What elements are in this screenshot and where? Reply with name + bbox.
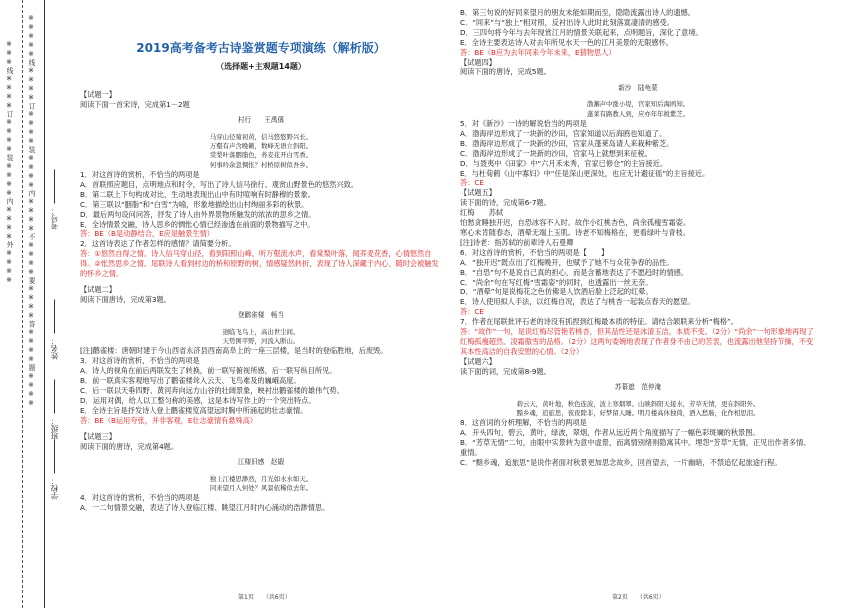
option: A．渤海岸边形成了一块新的沙田，官家知道以后海鸥也知道了。 (460, 128, 667, 138)
answer: 答：“故作”一句，是说红梅尽管艳若桃杏，但其品性还是冰清玉洁，本质不变。（2分）“尚余”一句形象地再现了红梅孤瘦超然、凌霜傲雪的品格。（2分）这两句委婉地表现了作者身不由己的苦衷，也流露出他坚持节操，不变其本性高洁的自我安慰的心情。（2分） (460, 327, 814, 356)
question-stem: 3．对这首诗的赏析，不恰当的两项是 (80, 356, 200, 366)
section-tag: 【试题三】 (80, 431, 116, 441)
option: C．第三联以“胭脂”和“白雪”为喻，形象地描绘出山村绚丽多彩的秋景。 (80, 199, 309, 209)
option: A．诗人的视角在前后两联发生了转换，前一联写俯视所感，后一联写纵目所见。 (80, 366, 337, 376)
option: D．最后两句设问问答，抒发了诗人由外界景物所触发的浓浓的思乡之情。 (80, 209, 316, 219)
section-intro: 阅读下面的唐诗，完成第4题。 (80, 441, 179, 451)
answer: 答：CE (460, 307, 484, 317)
note: [注]诗老：指苏轼的前辈诗人石曼卿 (460, 237, 574, 247)
option: D．三四句将今年与去年现赏江月的情景关联起来，点明题旨，深化了意境。 (460, 27, 703, 37)
section-tag: 【试题四】 (460, 57, 496, 67)
poem-line: 独上江楼思渺然，月光如水水如天。 (209, 474, 313, 483)
field-exam-number: 考号： (49, 170, 60, 230)
section-intro: 读下面的词，完成第8-9题。 (460, 366, 551, 376)
option: E．全诗主要表达诗人对去年所见水天一色的江月美景的无限感怀。 (460, 37, 673, 47)
note: [注]鹳雀楼：唐朝时建于今山西省永济县西南高阜上的一座三层楼，是当时的登临胜地，后废毁。 (80, 346, 388, 356)
section-intro: 阅读下面的唐诗，完成5题。 (460, 67, 551, 77)
option: B．第二联上下句构成对比，生动地表现出山中有时喧响有时静穆的景象。 (80, 189, 315, 199)
question-stem: 2．这首诗表达了作者怎样的感情？请简要分析。 (80, 239, 236, 249)
answer: 答：①悠然自得之情。诗人信马穿山径，看到阳照山峰，听万壑流水声，看棠梨叶落，闻荞麦花香，心情悠然自得。②怅然思乡之情。尾联诗人看到村边的桥和原野的树，情感疑然转折，表现了诗人深藏于内心、随时会被触发的怀乡之情。 (80, 249, 439, 279)
option: E．诗人使用拟人手法，以红梅自况，表达了与桃杏一起装点春天的愿望。 (460, 297, 695, 307)
poem-line: 天势围平野，河流入断山。 (222, 337, 300, 346)
question-stem: 5．对《新沙》一诗的解说恰当的两项是 (460, 119, 587, 129)
option: E．全诗情景交融，诗人思乡的惆怅心情已经渗透在前面的景物描写之中。 (80, 219, 315, 229)
page-number-left: 第1页 （共6页） (238, 594, 291, 601)
poem-body (80, 133, 442, 170)
poem-line: 怕愁贪睡独开迟，自恐冰容不入时。故作小红桃杏色，尚余孤瘦雪霜姿。 (460, 218, 691, 228)
poem-title: 新沙 陆龟蒙 (618, 83, 658, 92)
left-column (80, 18, 442, 513)
answer: 答：BE（B是动静结合，E应是触景生情） (80, 229, 214, 239)
option: B．“自恐”句不是说自己真的担心，而是含蓄地表达了不愿趋时的情感。 (460, 267, 689, 277)
option: E．全诗主旨是抒发诗人登上鹳雀楼览高望远时胸中所涌起的壮志豪情。 (80, 405, 308, 415)
question-stem: 4．对这首诗的赏析，不恰当的两项是 (80, 493, 200, 503)
answer: 答：CE (460, 178, 484, 188)
answer: 答：BE（B运用夸张，并非客观，E壮志豪情有悬殊高） (80, 415, 258, 425)
option: E．与杜荀鹤《山中寡妇》中“任是深山更深处，也应无计避征徭”的主旨接近。 (460, 168, 710, 178)
option: B．“芳草无情”二句，由眼中实景转为意中虚景，而离情别绪则隐寓其中。埋怨“芳草”无情，正见出作者多情、重情。 (460, 438, 811, 457)
option: C．“同来”与“独上”相对照，反衬出诗人此时此刻落寞凄清的感受。 (460, 17, 674, 27)
option: A．一二句情景交融，表达了诗人登临江楼、眺望江月时内心涌动的浩渺情思。 (80, 503, 330, 513)
binding-margin (0, 0, 72, 608)
field-name: 姓名： (49, 300, 60, 360)
option: A．首联照应题目，点明地点和时令，写出了诗人信马徐行、观赏山野景色的悠然兴致。 (80, 179, 359, 189)
poem-line: 同来望月人何处？风景依稀似去年。 (209, 483, 313, 492)
option: A．开头四句，碧云，黄叶，绿波，翠烟，作者从远近两个角度描写了一幅色彩斑斓的秋景图。 (460, 428, 760, 438)
option: A．“独开迟”既点出了红梅晚开，也赋予了她不与众花争春的品性。 (460, 257, 674, 267)
poem-title: 村行 王禹偁 (237, 116, 285, 125)
question-stem: 6．对这首诗的赏析，不恰当的两项是【 】 (460, 247, 609, 257)
option: C．渤海岸边形成了一块新的沙田，官家马上就想到来征税。 (460, 148, 652, 158)
cut-line-outer (22, 0, 23, 608)
section-tag: 【试题二】 (80, 284, 116, 294)
poem-title: 红梅 苏轼 (460, 208, 504, 218)
option: D．与聂夷中《田家》中“六月禾未秀，官家已修仓”的主旨接近。 (460, 158, 668, 168)
option: C．“黯乡魂，追旅思”是说作者面对秋景更加思念故乡，回首望去，一片幽暗，不禁追忆起旅途行程。 (460, 457, 782, 467)
field-class: 班级： (49, 380, 60, 440)
section-tag: 【试题五】 (460, 188, 496, 198)
cut-line-inner (44, 0, 45, 608)
inner-margin-label: ※※※线※※※※订※※※※装※※※※内※※※※外※※※※ (5, 40, 13, 285)
question-stem: 7．作者在尾联批评石老的诗没有抓捏到红梅最本质的特征。请结合颔联来分析“梅格”。 (460, 317, 738, 327)
section-tag: 【试题六】 (460, 356, 496, 366)
option: B．渤海岸边形成了一块新的沙田，官家从蓬莱岛请人来栽种紫芝。 (460, 138, 674, 148)
option: B．前一联真实客观地写出了鹳雀楼耸入云天、飞鸟难及的巍峨高度。 (80, 376, 301, 386)
option: D．运用对偶，给人以工整匀称的美感，这是本诗写作上的一个突出特点。 (80, 396, 316, 405)
page-subtitle: （选择题+主观题14题） (216, 62, 306, 71)
question-stem: 1．对这首诗的赏析，不恰当的两项是 (80, 170, 200, 179)
section-intro: 读下面的诗，完成第6-7题。 (460, 198, 551, 208)
poem-body (80, 328, 442, 347)
poem-title: 江楼旧感 赵嘏 (237, 458, 285, 467)
poem-body (460, 400, 816, 419)
poem-line: 棠梨叶落胭脂色，荞麦花开白雪香。 (209, 151, 313, 160)
poem-title: 苏幕遮 范仲淹 (614, 383, 662, 392)
poem-line: 马穿山径菊初黄，信马悠悠野兴长。 (209, 132, 313, 141)
page-number-right: 第2页 （共6页） (612, 594, 665, 601)
poem-line: 渤澥声中涨小堤，官家知后海鸥知。 (586, 100, 690, 109)
poem-line: 寒心未肯随春态，酒晕无端上玉肌。诗老不知梅格在，更看绿叶与青枝。 (460, 228, 691, 237)
poem-body (460, 100, 816, 119)
section-intro: 阅读下面一首宋诗，完成第1－2题 (80, 99, 190, 109)
section-intro: 阅读下面唐诗，完成第3题。 (80, 294, 171, 304)
poem-line: 迥临飞鸟上，高出世尘间。 (222, 327, 300, 336)
option: D．“酒晕”句是说梅花之色仿佛是人饮酒后脸上泛起的红晕。 (460, 287, 653, 297)
poem-line: 黯乡魂，追旅思，夜夜除非，好梦留人睡。明月楼高休独倚，酒入愁肠，化作相思泪。 (516, 408, 760, 417)
poem-line: 万壑有声含晚籁，数峰无语立斜阳。 (209, 142, 313, 151)
answer: 答：BE（B应为去年同来今年未来，E猜物思人） (460, 47, 616, 57)
poem-body (80, 475, 442, 494)
outer-margin-label: ※※※※※线※※※※订※※※※装※※※※内※※※※不※※※※要※※※※答※※※※题※※※※ (27, 14, 35, 408)
poem-title: 登鹳雀楼 畅当 (237, 311, 285, 320)
poem-line: 碧云天，黄叶地，秋色连波，波上寒烟翠。山映斜阳天接水，芳草无情，更在斜阳外。 (516, 399, 760, 408)
section-tag: 【试题一】 (80, 89, 116, 99)
question-stem: 8．这首词的分析理解，不恰当的两项是 (460, 418, 587, 428)
poem-line: 何事吟余忽惆怅？村桥原树似吾乡。 (209, 160, 313, 169)
option: C．“尚余”句在写红梅“雪霜姿”的同时，也透露出一丝无奈。 (460, 277, 653, 287)
right-column (460, 8, 816, 468)
poem-line: 蓬莱有路教人到，应亦年年税紫芝。 (586, 109, 690, 118)
option: C．后一联以天垂四野、黄河奔向远方山谷的壮阔景象，映衬出鹳雀楼的雄伟气势。 (80, 386, 344, 396)
field-school: 学校： (49, 440, 60, 500)
page-title: 2019高考备考古诗鉴赏题专项演练（解析版） (136, 41, 386, 55)
option: B．第三句说的好同来望月的朋友未能如期而至，隐隐流露出诗人的遗憾。 (460, 8, 695, 17)
